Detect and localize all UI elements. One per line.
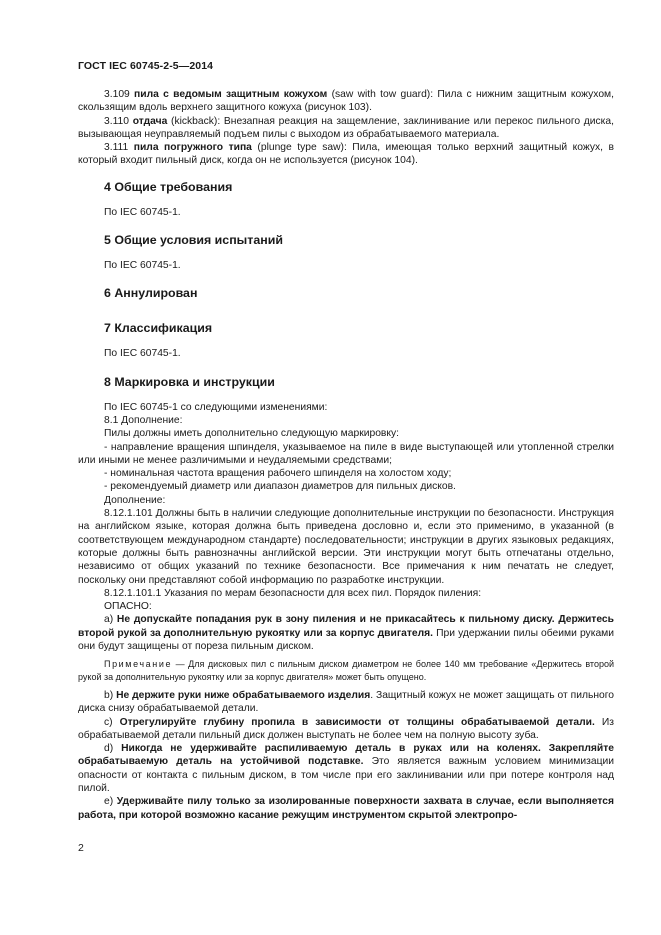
section-8-heading: 8 Маркировка и инструкции — [104, 374, 275, 389]
definition-3-109: 3.109 пила с ведомым защитным кожухом (saw with tow guard): Пила с нижним защитным кожухом, скользящим вдоль верхнего защитного кожуха (рисунок 103). — [78, 89, 614, 114]
list-item: - рекомендуемый диаметр или диапазон диаметров для пильных дисков. — [104, 481, 456, 493]
definition-3-111: 3.111 пила погружного типа (plunge type saw): Пила, имеющая только верхний защитный кожух, в который входит пильный диск, когда он не используется (рисунок 104). — [78, 142, 614, 167]
addition-label: Дополнение: — [104, 494, 166, 506]
section-4-heading: 4 Общие требования — [104, 179, 233, 194]
section-4-text: По IEC 60745-1. — [104, 206, 181, 218]
list-item: - направление вращения шпинделя, указываемое на пиле в виде выступающей или утопленной стрелки или иными не менее различимыми и неудаляемыми средствами; — [78, 441, 614, 466]
instruction-d: d) Никогда не удерживайте распиливаемую деталь в руках или на коленях. Закрепляйте обрабатываемую деталь на устойчивой подставке. Это является важным условием минимизации опасности от контакта с пильным диском, в том числе при его заклинивании или при потере контроля над пилой. — [78, 743, 614, 794]
instruction-e: e) Удерживайте пилу только за изолированные поверхности захвата в случае, если выполняется работа, при которой возможно касание режущим инструментом скрытой электропро- — [78, 796, 614, 821]
danger-label: ОПАСНО: — [104, 601, 152, 613]
clause-8-12-1-101: 8.12.1.101 Должны быть в наличии следующие дополнительные инструкции по безопасности. Инструкция на английском языке, которая должна быть приведена дословно и, если это применимо, в указанной (в соответствующем международном стандарте) последовательности; инструкции в других языковых редакциях, которые должны быть равнозначны английской версии. Эти инструкции могут быть отпечатаны отдельно, независимо от общих указаний по технике безопасности. Все примечания к ним печатать не следует, поскольку они представляют собой информацию по разработке инструкции. — [78, 508, 614, 586]
marking-intro: Пилы должны иметь дополнительно следующую маркировку: — [104, 428, 400, 440]
section-8-intro: По IEC 60745-1 со следующими изменениями: — [104, 401, 328, 413]
instruction-b: b) Не держите руки ниже обрабатываемого изделия. Защитный кожух не может защищать от пильного диска снизу обрабатываемой детали. — [78, 689, 614, 715]
clause-8-12-1-101-1: 8.12.1.101.1 Указания по мерам безопасности для всех пил. Порядок пиления: — [104, 587, 482, 599]
term: пила погружного типа — [133, 142, 252, 154]
instruction-a: a) Не допускайте попадания рук в зону пиления и не прикасайтесь к пильному диску. Держитесь второй рукой за дополнительную рукоятку или за корпус двигателя. При удержании пилы обеими руками они будут защищены от пореза пильным диском. — [78, 614, 614, 653]
section-5-text: По IEC 60745-1. — [104, 260, 181, 272]
section-7-heading: 7 Классификация — [104, 321, 213, 336]
term: отдача — [132, 115, 168, 127]
clause-8-1: 8.1 Дополнение: — [104, 414, 183, 426]
section-6-heading: 6 Аннулирован — [104, 286, 198, 301]
term: пила с ведомым защитным кожухом — [134, 89, 328, 100]
list-item: - номинальная частота вращения рабочего шпинделя на холостом ходу; — [104, 468, 452, 480]
document-body — [78, 88, 614, 822]
section-5-heading: 5 Общие условия испытаний — [104, 233, 283, 248]
section-7-text: По IEC 60745-1. — [104, 348, 181, 360]
definition-3-110: 3.110 отдача (kickback): Внезапная реакция на защемление, заклинивание или перекос пильного диска, вызывающая неуправляемый подъем пилы с выходом из обрабатываемого материала. — [78, 115, 614, 140]
document-header: ГОСТ IEC 60745-2-5—2014 — [78, 60, 214, 72]
note: Примечание — Для дисковых пил с пильным диском диаметром не более 140 мм требование «Держитесь второй рукой за дополнительную рукоятку или за корпус двигателя» может быть опущено. — [78, 659, 614, 682]
note-label: Примечание — [104, 659, 173, 670]
page-number: 2 — [78, 842, 84, 854]
instruction-c: c) Отрегулируйте глубину пропила в зависимости от толщины обрабатываемой детали. Из обрабатываемой детали пильный диск должен выступать не более чем на полную высоту зуба. — [78, 716, 614, 741]
